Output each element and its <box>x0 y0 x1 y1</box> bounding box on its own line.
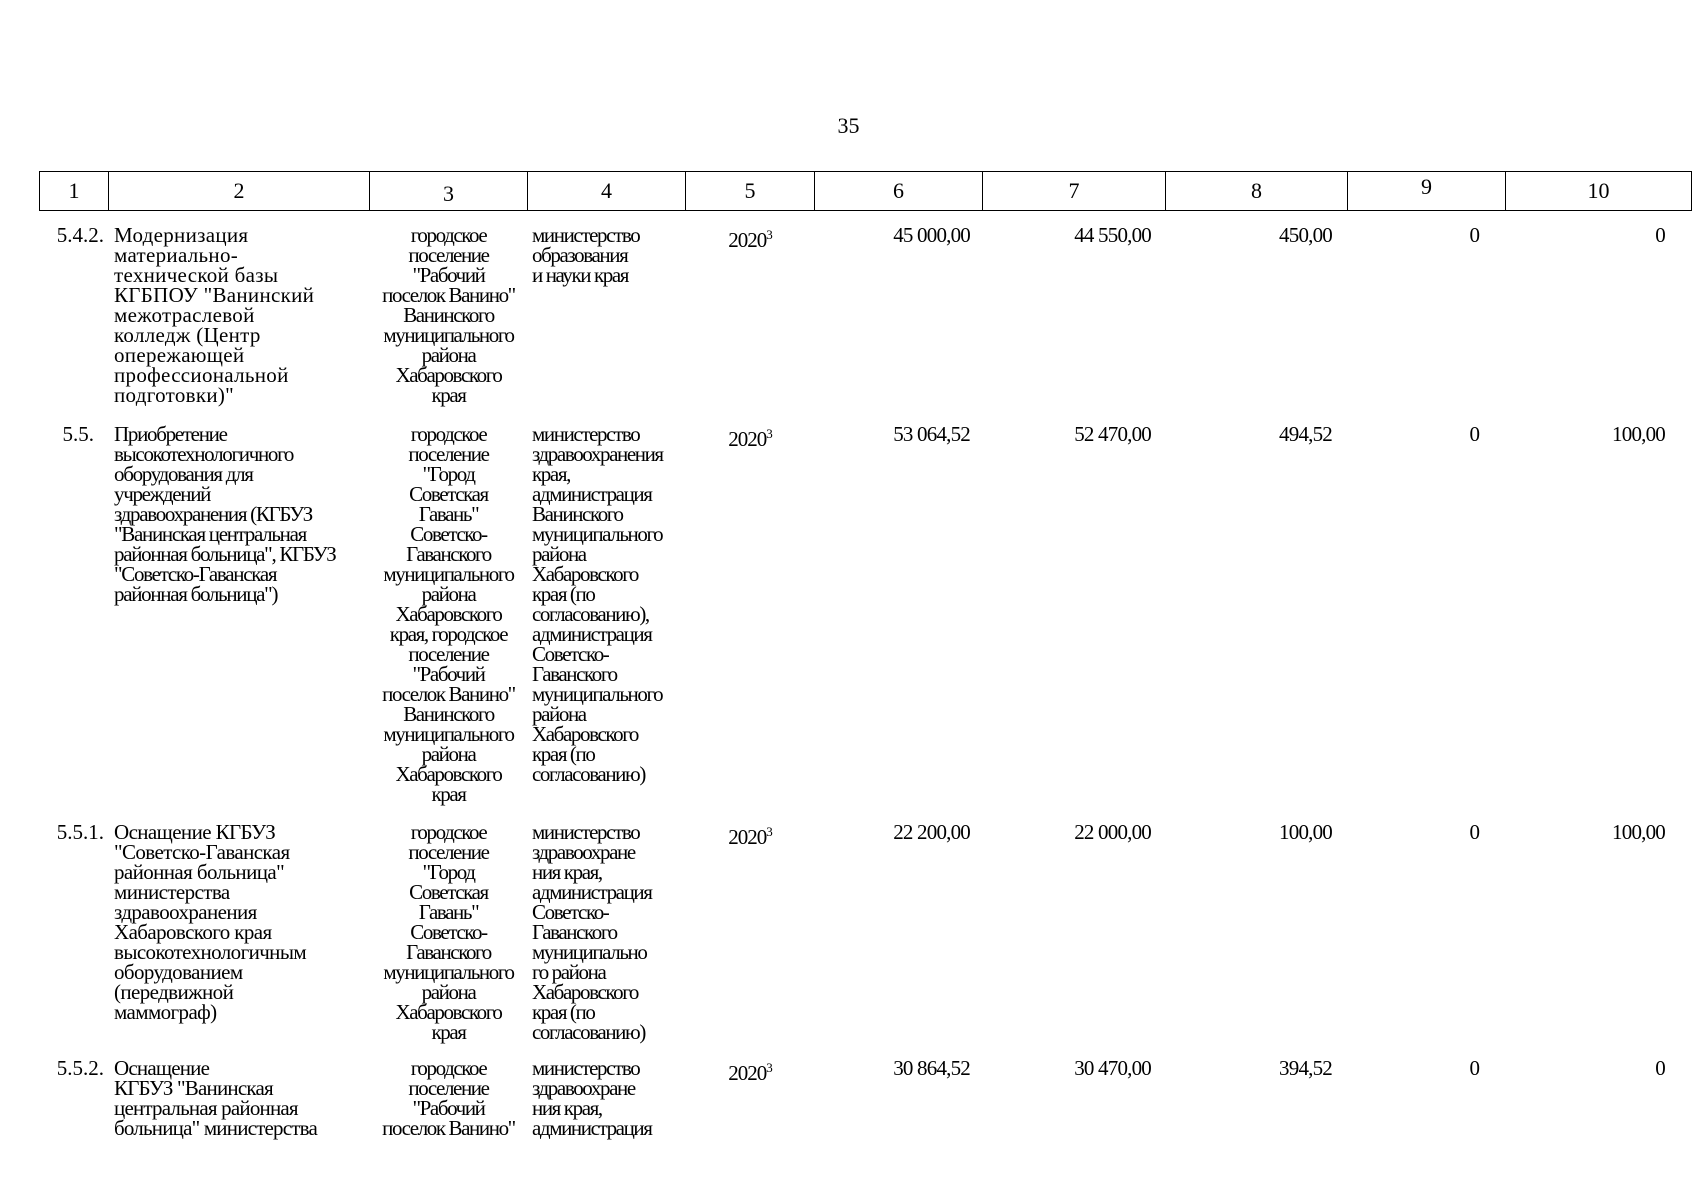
year: 2020$^3$ <box>728 1060 772 1085</box>
header-col-6: 6 <box>814 172 982 210</box>
header-col-3: 3 <box>369 172 527 210</box>
value-col-8: 450,00 <box>1279 223 1332 247</box>
header-col-5: 5 <box>685 172 814 210</box>
value-col-10: 100,00 <box>1612 422 1665 446</box>
territory: городское поселение "Город Советская Гавань" Советско- Гаванского муниципального района Хабаровского края <box>383 820 514 1044</box>
measure-name: Модернизация материально- технической базы КГБПОУ "Ванинский межотраслевой колледж (Центр опережающей профессиональной подготовки)" <box>114 223 315 407</box>
responsible: министерство образования и науки края <box>532 223 640 287</box>
year: 2020$^3$ <box>728 227 772 252</box>
value-col-10: 0 <box>1655 1056 1665 1080</box>
responsible: министерство здравоохранения края, администрация Ванинского муниципального района Хабаровского края (по согласованию), администрация Советско- Гаванского муниципального района Хабаровского края (по согласованию) <box>532 422 663 786</box>
value-col-6: 45 000,00 <box>893 223 970 247</box>
value-col-9: 0 <box>1469 422 1480 446</box>
responsible: министерство здравоохране ния края, администрация <box>532 1056 652 1140</box>
value-col-10: 0 <box>1655 223 1665 247</box>
header-col-7: 7 <box>982 172 1165 210</box>
page-number: 35 <box>837 113 860 138</box>
header-col-10: 10 <box>1505 172 1692 210</box>
header-col-2: 2 <box>108 172 369 210</box>
year: 2020$^3$ <box>728 426 772 451</box>
value-col-6: 22 200,00 <box>893 820 970 844</box>
territory: городское поселение "Рабочий поселок Ванино" <box>382 1056 515 1140</box>
measure-name: Приобретение высокотехнологичного оборудования для учреждений здравоохранения (КГБУЗ "Ванинская центральная районная больница", КГБУЗ "Советско-Гаванская районная больница") <box>114 422 336 606</box>
table-header <box>39 171 1692 211</box>
value-col-7: 22 000,00 <box>1074 820 1151 844</box>
value-col-7: 44 550,00 <box>1074 223 1151 247</box>
header-col-8: 8 <box>1165 172 1347 210</box>
measure-name: Оснащение КГБУЗ "Ванинская центральная районная больница" министерства <box>114 1056 318 1140</box>
value-col-8: 494,52 <box>1279 422 1332 446</box>
value-col-6: 53 064,52 <box>893 422 970 446</box>
header-col-1: 1 <box>39 172 108 210</box>
value-col-7: 30 470,00 <box>1074 1056 1151 1080</box>
responsible: министерство здравоохране ния края, администрация Советско- Гаванского муниципально го района Хабаровского края (по согласованию) <box>532 820 652 1044</box>
value-col-8: 100,00 <box>1279 820 1332 844</box>
territory: городское поселение "Рабочий поселок Ванино" Ванинского муниципального района Хабаровского края <box>382 223 515 407</box>
measure-name: Оснащение КГБУЗ "Советско-Гаванская районная больница" министерства здравоохранения Хабаровского края высокотехнологичным оборудованием (передвижной маммограф) <box>114 820 307 1024</box>
row-number: 5.5.2. <box>56 1056 104 1080</box>
row-number: 5.4.2. <box>56 223 104 247</box>
value-col-6: 30 864,52 <box>893 1056 970 1080</box>
value-col-9: 0 <box>1469 820 1480 844</box>
value-col-7: 52 470,00 <box>1074 422 1151 446</box>
year: 2020$^3$ <box>728 824 772 849</box>
header-col-4: 4 <box>527 172 685 210</box>
value-col-10: 100,00 <box>1612 820 1665 844</box>
row-number: 5.5. <box>62 422 94 446</box>
value-col-9: 0 <box>1469 1056 1480 1080</box>
value-col-8: 394,52 <box>1279 1056 1332 1080</box>
territory: городское поселение "Город Советская Гавань" Советско- Гаванского муниципального района Хабаровского края, городское поселение "Рабочий поселок Ванино" Ванинского муниципального района Хабаровского края <box>382 422 515 806</box>
value-col-9: 0 <box>1469 223 1480 247</box>
header-col-9: 9 <box>1347 172 1505 210</box>
row-number: 5.5.1. <box>56 820 104 844</box>
